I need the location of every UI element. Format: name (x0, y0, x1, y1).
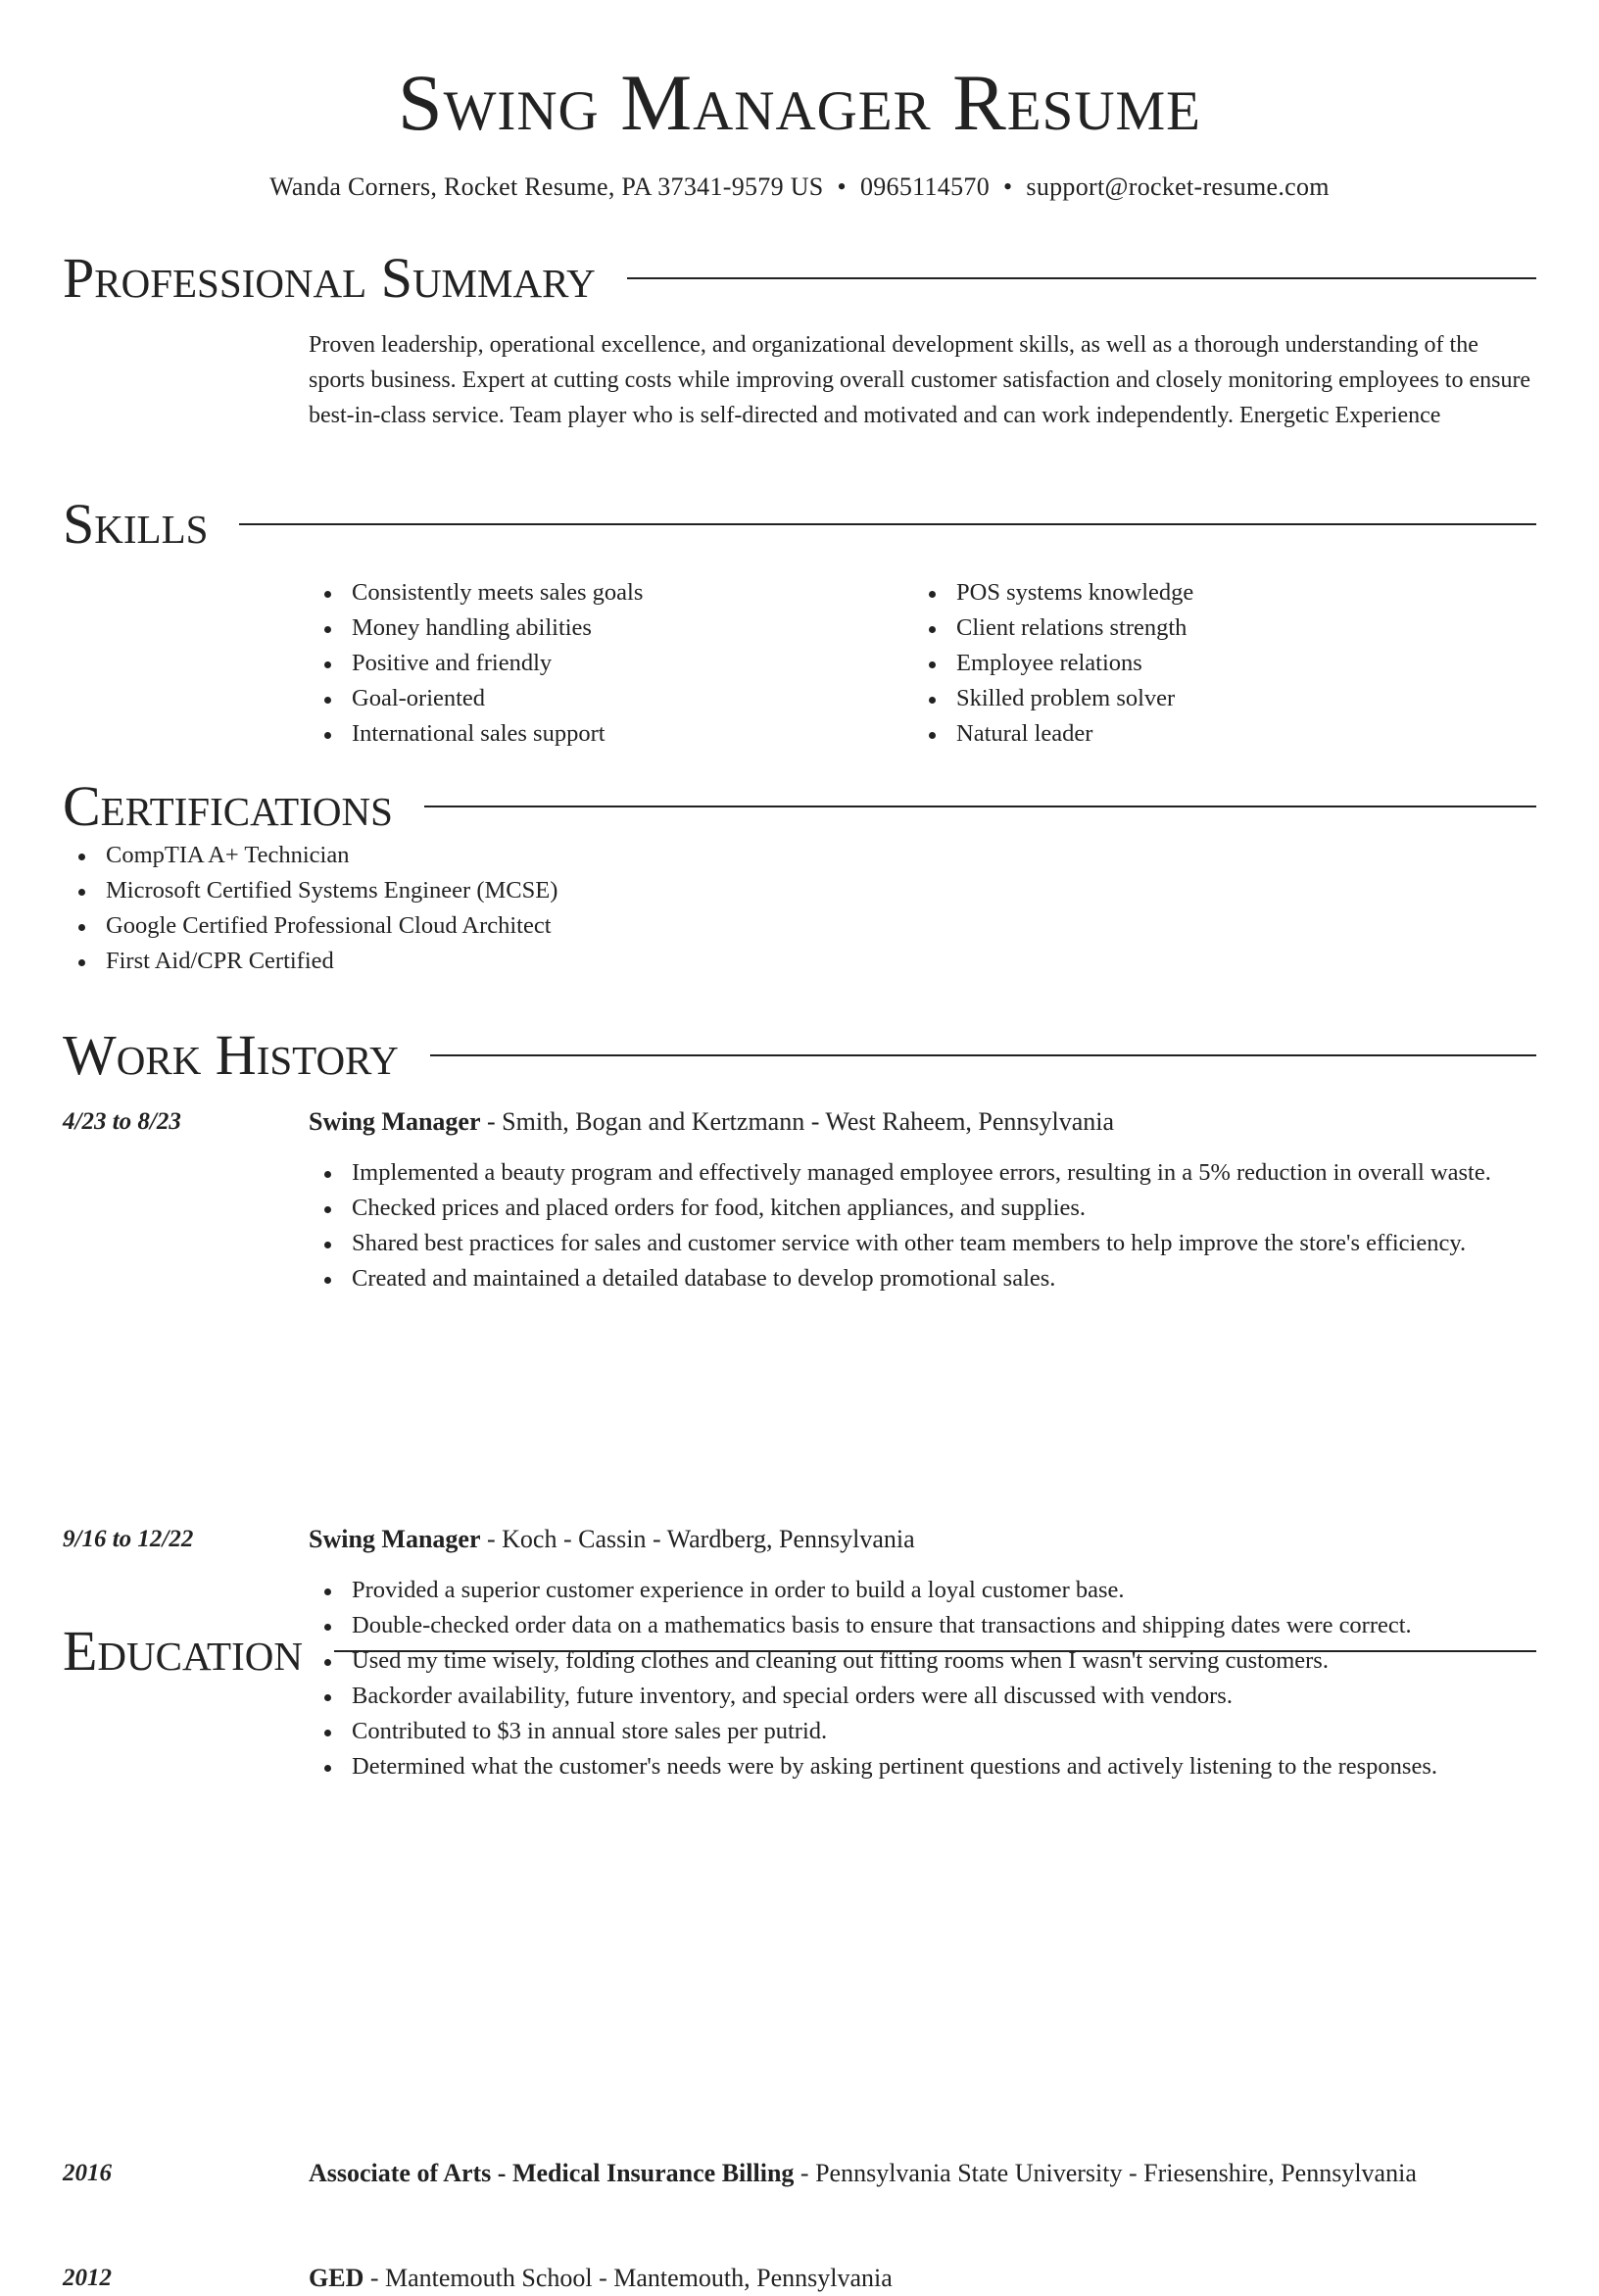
page-title: Swing Manager Resume (398, 58, 1201, 147)
work-history-section (63, 1024, 1536, 1087)
separator: • (1003, 172, 1013, 201)
education-heading (309, 2261, 1536, 2296)
list-item: Contributed to $3 in annual store sales per putrid. (309, 1714, 1536, 1749)
job-bullets (309, 1155, 1536, 1296)
resume-page (63, 0, 1536, 2292)
list-item: Natural leader (913, 716, 1518, 752)
list-item: Double-checked order data on a mathematics basis to ensure that transactions and shipping dates were correct. (309, 1608, 1536, 1643)
list-item: Used my time wisely, folding clothes and cleaning out fitting rooms when I wasn't serving customers. (309, 1643, 1536, 1679)
section-header (63, 775, 1536, 838)
phone: 0965114570 (859, 172, 990, 201)
section-header (63, 1620, 1536, 1683)
list-item: Implemented a beauty program and effectively managed employee errors, resulting in a 5% reduction in overall waste. (309, 1155, 1536, 1191)
education-entry (63, 2156, 1536, 2191)
list-item: Microsoft Certified Systems Engineer (MCSE) (63, 873, 1536, 908)
section-header (63, 1024, 1536, 1087)
job-title: Swing Manager (309, 1525, 481, 1553)
list-item: POS systems knowledge (913, 575, 1518, 611)
section-title: Professional Summary (63, 246, 596, 310)
list-item: Determined what the customer's needs were by asking pertinent questions and actively listening to the responses. (309, 1749, 1536, 1784)
section-title: Certifications (63, 774, 393, 838)
section-divider (430, 1054, 1536, 1056)
job-details: - Smith, Bogan and Kertzmann - West Raheem, Pennsylvania (480, 1107, 1115, 1136)
degree: Associate of Arts - Medical Insurance Billing (309, 2159, 795, 2187)
list-item: Client relations strength (913, 611, 1518, 646)
education-heading (309, 2156, 1536, 2191)
certifications-section (63, 775, 1536, 979)
section-title: Education (63, 1619, 303, 1683)
degree: GED (309, 2264, 364, 2292)
job-details: - Koch - Cassin - Wardberg, Pennsylvania (480, 1525, 915, 1553)
section-divider (627, 277, 1536, 279)
list-item: Created and maintained a detailed database to develop promotional sales. (309, 1261, 1536, 1296)
list-item: CompTIA A+ Technician (63, 838, 1536, 873)
skills-columns (309, 575, 1536, 752)
list-item: Positive and friendly (309, 646, 913, 681)
job-heading (309, 1522, 1536, 1557)
job-dates: 4/23 to 8/23 (63, 1108, 181, 1135)
list-item: Shared best practices for sales and customer service with other team members to help improve the store's efficiency. (309, 1226, 1536, 1261)
education-year: 2016 (63, 2160, 112, 2186)
job-title: Swing Manager (309, 1107, 481, 1136)
email: support@rocket-resume.com (1026, 172, 1330, 201)
address: Wanda Corners, Rocket Resume, PA 37341-9579 US (269, 172, 824, 201)
list-item: Backorder availability, future inventory, and special orders were all discussed with vendors. (309, 1679, 1536, 1714)
education-section (63, 1620, 1536, 1683)
education-entry (63, 2261, 1536, 2296)
certifications-list (63, 838, 1536, 979)
section-title: Skills (63, 492, 209, 556)
summary-text: Proven leadership, operational excellence, and organizational development skills, as well as a thorough understanding of the sports business. Expert at cutting costs while improving overall customer satisfaction and closely monitoring employees to ensure best-in-class service. Team player who is self-directed and motivated and can work independently. Energetic Experience (309, 332, 1531, 428)
list-item: Provided a superior customer experience in order to build a loyal customer base. (309, 1573, 1536, 1608)
skills-section (63, 493, 1536, 752)
job-heading (309, 1104, 1536, 1140)
skills-list-right (913, 575, 1518, 752)
summary-section (63, 247, 1536, 433)
skills-list-left (309, 575, 913, 752)
contact-line (63, 171, 1536, 204)
list-item: Money handling abilities (309, 611, 913, 646)
job-dates: 9/16 to 12/22 (63, 1526, 194, 1552)
list-item: Goal-oriented (309, 681, 913, 716)
section-divider (334, 1650, 1536, 1652)
school-details: - Pennsylvania State University - Friesenshire, Pennsylvania (794, 2159, 1417, 2187)
section-divider (239, 523, 1536, 525)
list-item: First Aid/CPR Certified (63, 944, 1536, 979)
school-details: - Mantemouth School - Mantemouth, Pennsylvania (363, 2264, 893, 2292)
list-item: Employee relations (913, 646, 1518, 681)
job-entry (63, 1104, 1536, 1296)
separator: • (837, 172, 847, 201)
section-header (63, 493, 1536, 556)
list-item: Checked prices and placed orders for food, kitchen appliances, and supplies. (309, 1191, 1536, 1226)
list-item: Skilled problem solver (913, 681, 1518, 716)
section-divider (424, 806, 1536, 807)
section-header (63, 247, 1536, 310)
education-year: 2012 (63, 2265, 112, 2291)
list-item: Consistently meets sales goals (309, 575, 913, 611)
section-title: Work History (63, 1023, 399, 1087)
list-item: Google Certified Professional Cloud Architect (63, 908, 1536, 944)
list-item: International sales support (309, 716, 913, 752)
